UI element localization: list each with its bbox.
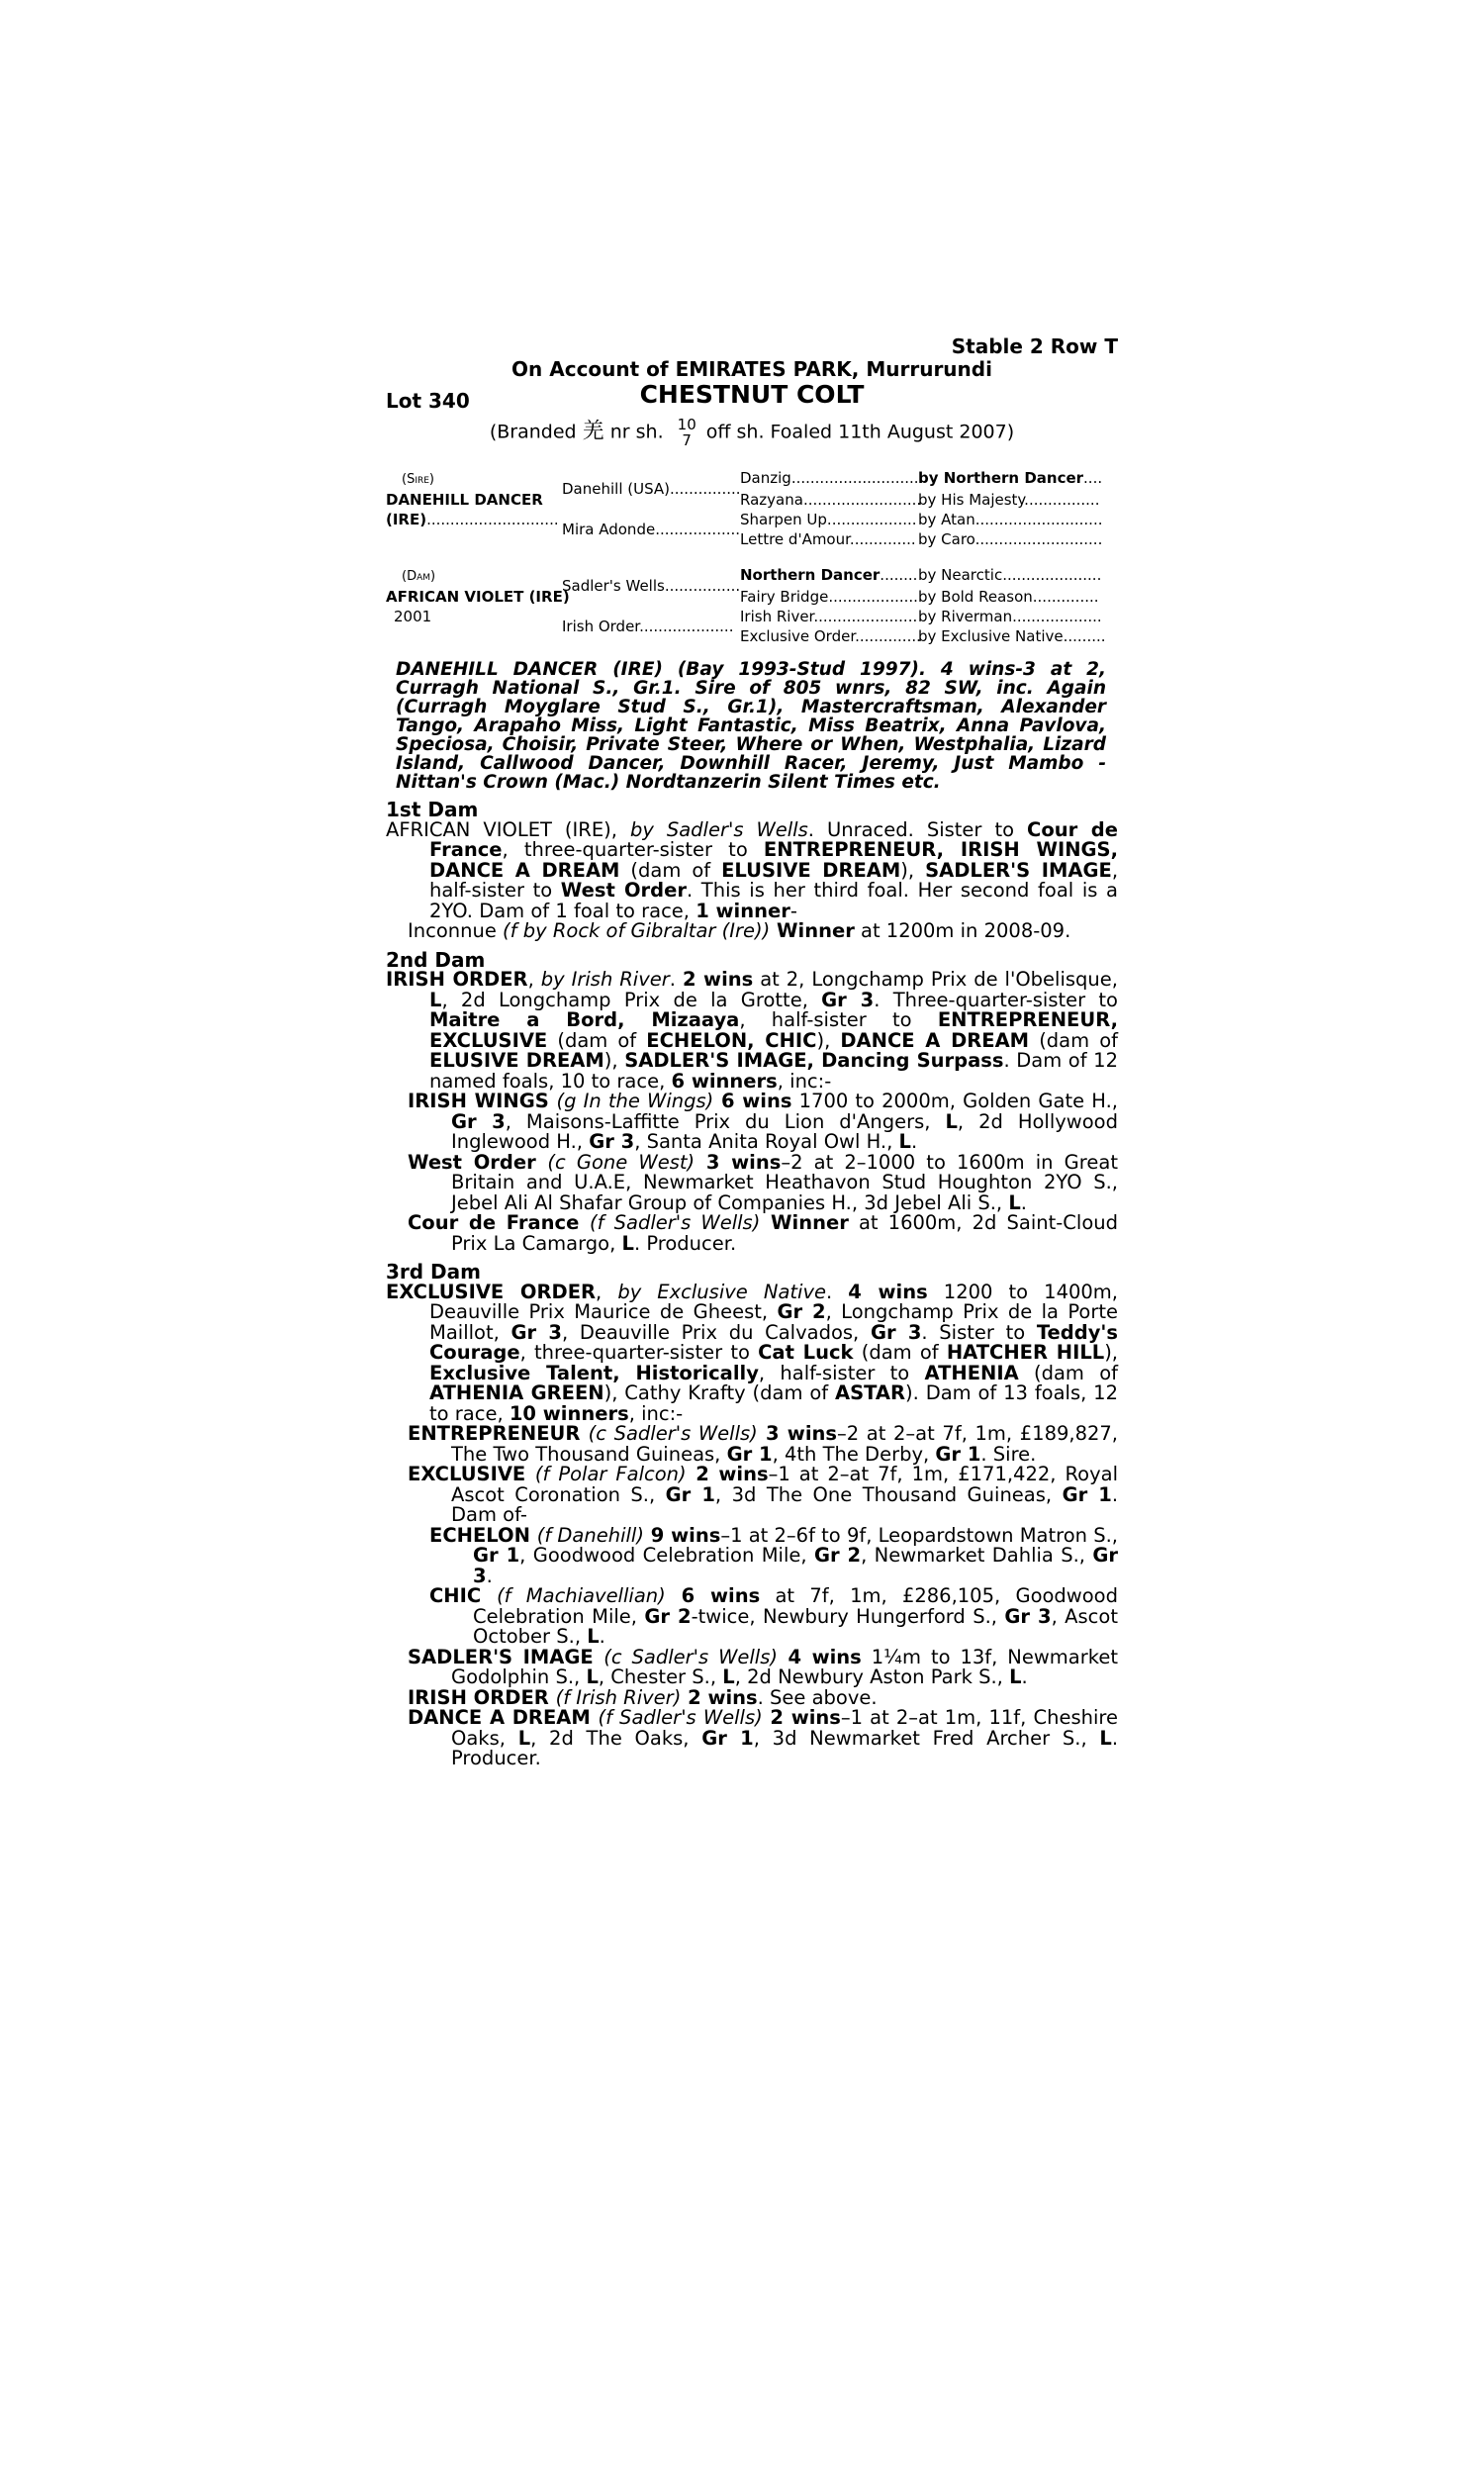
third-dam-text: EXCLUSIVE ORDER, by Exclusive Native. 4 wins 1200 to 1400m, Deauville Prix Maurice de Gheest, Gr 2, Longchamp Prix de la Porte Maillot, Gr 3, Deauville Prix du Calvados, Gr 3. Sister to Teddy's Courage, three-quarter-sister to Cat Luck (dam of HATCHER HILL), Exclusive Talent, Historically, half-sister to ATHENIA (dam of ATHENIA GREEN), Cathy Krafty (dam of ASTAR). Dam of 13 foals, 12 to race, 10 winners, inc:-: [386, 1280, 1119, 1425]
ped-g2: Razyana.........................: [740, 491, 922, 509]
ped-g5: Northern Dancer........: [740, 566, 918, 584]
sire-dam: Mira Adonde..................: [562, 521, 741, 538]
ped-g1: Danzig............................: [740, 469, 924, 487]
dam-name: AFRICAN VIOLET (IRE): [386, 588, 570, 606]
progeny-cour-de-france: Cour de France (f Sadler's Wells) Winner at 1600m, 2d Saint-Cloud Prix La Camargo, L. Producer.: [408, 1211, 1118, 1255]
sire-sire: Danehill (USA)...............: [562, 480, 741, 498]
ped-g3: Sharpen Up...................: [740, 511, 917, 528]
ped-gg7: by Riverman...................: [918, 608, 1102, 625]
lot-row: [386, 380, 1118, 415]
brand-line: [386, 417, 1118, 448]
second-dam-section: [386, 947, 1119, 1255]
sire-name: DANEHILL DANCER: [386, 491, 543, 509]
third-dam-section: [386, 1262, 1118, 1769]
brand-fraction-top: 10: [677, 416, 696, 433]
lot-number: Lot 340: [386, 389, 470, 413]
stable-location: Stable 2 Row T: [951, 334, 1118, 358]
sire-role: (Sire): [402, 472, 434, 487]
ped-gg8: by Exclusive Native.........: [918, 627, 1106, 645]
brand-mid: nr sh.: [609, 421, 664, 443]
ped-gg3: by Atan...........................: [918, 511, 1103, 528]
ped-gg1: by Northern Dancer....: [918, 469, 1103, 487]
progeny-sadlers-image: SADLER'S IMAGE (c Sadler's Wells) 4 wins 1¼m to 13f, Newmarket Godolphin S., L, Chester S., L, 2d Newbury Aston Park S., L.: [408, 1645, 1118, 1688]
dam-role: (Dam): [402, 569, 436, 584]
ped-g4: Lettre d'Amour..............: [740, 530, 916, 548]
ped-g8: Exclusive Order..............: [740, 627, 921, 645]
ped-gg2: by His Majesty................: [918, 491, 1100, 509]
progeny-exclusive: EXCLUSIVE (f Polar Falcon) 2 wins–1 at 2–at 7f, 1m, £171,422, Royal Ascot Coronation S., Gr 1, 3d The One Thousand Guineas, Gr 1. Dam of-: [408, 1463, 1119, 1526]
ped-g7: Irish River......................: [740, 608, 918, 625]
sire-summary: DANEHILL DANCER (IRE) (Bay 1993-Stud 1997). 4 wins-3 at 2, Curragh National S., Gr.1. Sire of 805 wnrs, 82 SW, inc. Again (Curragh Moyglare Stud S., Gr.1), Mastercraftsman, Alexander Tango, Arapaho Miss, Light Fantastic, Miss Beatrix, Anna Pavlova, Speciosa, Choisir, Private Steer, Where or When, Westphalia, Lizard Island, Callwood Dancer, Downhill Racer, Jeremy, Just Mambo - Nittan's Crown (Mac.) Nordtanzerin Silent Times etc.: [396, 659, 1106, 793]
dam-sire: Sadler's Wells................: [562, 577, 741, 595]
progeny-west-order: West Order (c Gone West) 3 wins–2 at 2–1000 to 1600m in Great Britain and U.A.E, Newmarket Heathavon Stud Houghton 2YO S., Jebel Ali Al Shafar Group of Companies H., 3d Jebel Ali S., L.: [408, 1150, 1118, 1214]
horse-title: CHESTNUT COLT: [639, 380, 865, 409]
sire-origin: (IRE)............................: [386, 511, 559, 528]
brand-mark: 羌: [582, 419, 604, 444]
brand-fraction: [678, 417, 696, 448]
first-dam-text: AFRICAN VIOLET (IRE), by Sadler's Wells. Unraced. Sister to Cour de France, three-quarter-sister to ENTREPRENEUR, IRISH WINGS, DANCE A DREAM (dam of ELUSIVE DREAM), SADLER'S IMAGE, half-sister to West Order. This is her third foal. Her second foal is a 2YO. Dam of 1 foal to race, 1 winner-: [386, 817, 1119, 922]
progeny-irish-order: IRISH ORDER (f Irish River) 2 wins. See above.: [408, 1685, 878, 1709]
brand-fraction-bottom: 7: [682, 431, 692, 449]
ped-gg6: by Bold Reason..............: [918, 588, 1099, 606]
lot-page: [386, 336, 1118, 1769]
ped-g6: Fairy Bridge...................: [740, 588, 918, 606]
first-dam-heading: 1st Dam: [386, 798, 479, 821]
ped-gg5: by Nearctic.....................: [918, 566, 1102, 584]
dam-year: 2001: [394, 608, 432, 625]
second-dam-text: IRISH ORDER, by Irish River. 2 wins at 2, Longchamp Prix de l'Obelisque, L, 2d Longchamp Prix de la Grotte, Gr 3. Three-quarter-sister to Maitre a Bord, Mizaaya, half-sister to ENTREPRENEUR, EXCLUSIVE (dam of ECHELON, CHIC), DANCE A DREAM (dam of ELUSIVE DREAM), SADLER'S IMAGE, Dancing Surpass. Dam of 12 named foals, 10 to race, 6 winners, inc:-: [386, 968, 1119, 1093]
brand-prefix: (Branded: [489, 421, 577, 443]
progeny-chic: CHIC (f Machiavellian) 6 wins at 7f, 1m, £286,105, Goodwood Celebration Mile, Gr 2-twice, Newbury Hungerford S., Gr 3, Ascot October S., L.: [429, 1584, 1118, 1648]
second-dam-heading: 2nd Dam: [386, 947, 486, 972]
dam-dam: Irish Order....................: [562, 618, 734, 635]
progeny-echelon: ECHELON (f Danehill) 9 wins–1 at 2–6f to 9f, Leopardstown Matron S., Gr 1, Goodwood Celebration Mile, Gr 2, Newmarket Dahlia S., Gr 3.: [429, 1523, 1118, 1587]
ped-gg4: by Caro...........................: [918, 530, 1103, 548]
brand-suffix: off sh. Foaled 11th August 2007): [705, 421, 1015, 443]
pedigree-table: [386, 468, 1118, 646]
first-dam-section: [386, 800, 1118, 942]
progeny-irish-wings: IRISH WINGS (g In the Wings) 6 wins 1700 to 2000m, Golden Gate H., Gr 3, Maisons-Laffitte Prix du Lion d'Angers, L, 2d Hollywood Inglewood H., Gr 3, Santa Anita Royal Owl H., L.: [408, 1090, 1118, 1153]
third-dam-heading: 3rd Dam: [386, 1260, 481, 1284]
progeny-inconnue: Inconnue (f by Rock of Gibraltar (Ire)) Winner at 1200m in 2008-09.: [408, 919, 1071, 942]
progeny-dance-a-dream: DANCE A DREAM (f Sadler's Wells) 2 wins–1 at 2–at 1m, 11f, Cheshire Oaks, L, 2d The Oaks, Gr 1, 3d Newmarket Fred Archer S., L. Producer.: [408, 1706, 1119, 1769]
progeny-entrepreneur: ENTREPRENEUR (c Sadler's Wells) 3 wins–2 at 2–at 7f, 1m, £189,827, The Two Thousand Guineas, Gr 1, 4th The Derby, Gr 1. Sire.: [408, 1422, 1119, 1466]
vendor-account: On Account of EMIRATES PARK, Murrurundi: [511, 356, 992, 381]
